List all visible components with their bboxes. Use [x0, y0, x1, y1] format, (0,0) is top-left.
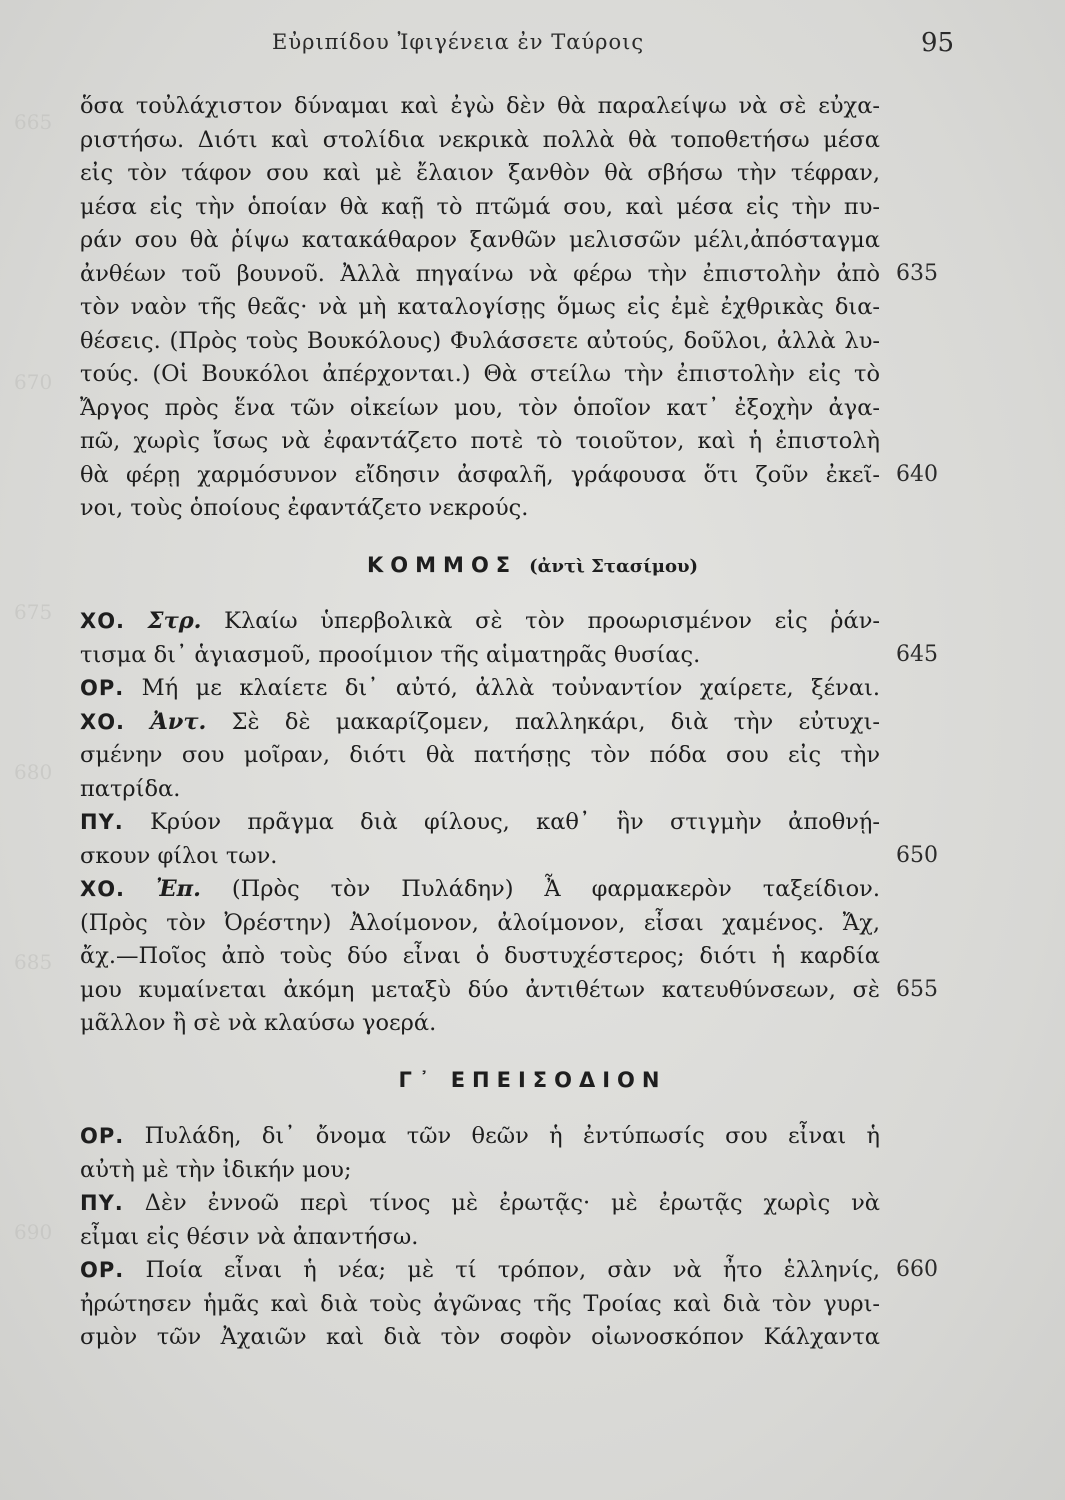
speaker-label: ΟΡ. — [80, 676, 125, 700]
verse-line-number: 660 — [896, 1257, 938, 1282]
line-text: τούς. (Οἱ Βουκόλοι ἀπέρχονται.) Θὰ στείλω τὴν ἐπιστολὴν εἰς τὸ — [80, 361, 880, 387]
line-text: σμὸν τῶν Ἀχαιῶν καὶ διὰ τὸν σοφὸν οἰωνοσκόπον Κάλχαντα — [80, 1324, 880, 1350]
line-text: ράν σου θὰ ῥίψω κατακάθαρον ξανθῶν μελισσῶν μέλι,ἀπόσταγμα — [80, 227, 880, 253]
text-line — [80, 706, 880, 738]
speaker-label: ΧΟ. — [80, 877, 126, 901]
line-text: θέσεις. (Πρὸς τοὺς Βουκόλους) Φυλάσσετε αὐτούς, δοῦλοι, ἀλλὰ λυ- — [80, 327, 880, 354]
bleed-through-number: 675 — [14, 600, 53, 624]
line-text: εἶμαι εἰς θέσιν νὰ ἀπαντήσω. — [80, 1223, 419, 1250]
section-heading-title: Γ᾽ ΕΠΕΙΣΟΔΙΟΝ — [398, 1068, 667, 1092]
line-text: Δὲν ἐννοῶ περὶ τίνος μὲ ἐρωτᾷς· μὲ ἐρωτᾷς χωρὶς νὰ — [144, 1190, 880, 1216]
text-line — [80, 425, 880, 457]
text-line — [80, 873, 880, 905]
text-line — [80, 1221, 880, 1253]
text-line — [80, 1187, 880, 1219]
verse-line-number: 655 — [896, 976, 938, 1002]
line-text: πατρίδα. — [80, 775, 181, 802]
bleed-through-number: 690 — [14, 1220, 53, 1244]
line-text: πῶ, χωρὶς ἴσως νὰ ἐφαντάζετο ποτὲ τὸ τοιοῦτον, καὶ ἡ ἐπιστολὴ — [80, 428, 880, 454]
strophe-marker: Στρ. — [147, 608, 202, 634]
text-line — [80, 1254, 880, 1286]
line-text: αὐτὴ μὲ τὴν ἰδικήν μου; — [80, 1156, 352, 1183]
line-text: Πυλάδη, δι᾽ ὄνομα τῶν θεῶν ἡ ἐντύπωσίς σου εἶναι ἡ — [144, 1123, 880, 1149]
text-line — [80, 773, 880, 805]
text-line — [80, 90, 880, 122]
line-text: θὰ φέρῃ χαρμόσυνον εἴδησιν ἀσφαλῆ, γράφουσα ὅτι ζοῦν ἐκεῖ- — [80, 461, 880, 488]
section-heading — [0, 548, 1065, 582]
line-text: ἄχ.—Ποῖος ἀπὸ τοὺς δύο εἶναι ὁ δυστυχέστερος; διότι ἡ καρδία — [80, 943, 880, 969]
speaker-label: ΧΟ. — [80, 609, 126, 633]
line-text: Σὲ δὲ μακαρίζομεν, παλληκάρι, διὰ τὴν εὐτυχι- — [231, 708, 880, 735]
line-text: ὅσα τοὐλάχιστον δύναμαι καὶ ἐγὼ δὲν θὰ παραλείψω νὰ σὲ εὐχα- — [80, 93, 880, 119]
line-text: τὸν ναὸν τῆς θεᾶς· νὰ μὴ καταλογίσῃς ὅμως εἰς ἐμὲ ἐχθρικὰς δια- — [80, 294, 880, 320]
strophe-marker: Ἀντ. — [150, 708, 207, 735]
line-text: μᾶλλον ἢ σὲ νὰ κλαύσω γοερά. — [80, 1010, 437, 1036]
line-text: μου κυμαίνεται ἀκόμη μεταξὺ δύο ἀντιθέτων κατευθύνσεων, σὲ — [80, 976, 880, 1003]
line-text: νοι, τοὺς ὁποίους ἐφαντάζετο νεκρούς. — [80, 495, 529, 521]
line-text: ἠρώτησεν ἡμᾶς καὶ διὰ τοὺς ἀγῶνας τῆς Τροίας καὶ διὰ τὸν γυρι- — [80, 1290, 880, 1317]
page-number: 95 — [921, 28, 955, 58]
text-line — [80, 459, 880, 491]
bleed-through-number: 670 — [14, 370, 53, 394]
text-line — [80, 672, 880, 704]
text-line — [80, 1120, 880, 1152]
text-line — [80, 358, 880, 390]
section-heading-subtitle: (ἀντὶ Στασίμου) — [529, 556, 698, 577]
verse-line-number: 635 — [896, 260, 938, 286]
text-line — [80, 974, 880, 1006]
verse-line-number: 640 — [896, 461, 938, 487]
strophe-marker: Ἐπ. — [155, 876, 201, 902]
line-text: Κλαίω ὑπερβολικὰ σὲ τὸν προωρισμένον εἰς ῥάν- — [224, 608, 881, 634]
line-text: (Πρὸς τὸν Πυλάδην) Ἆ φαρμακερὸν ταξείδιον. — [231, 876, 880, 902]
text-line — [80, 157, 880, 189]
speaker-label: ΟΡ. — [80, 1124, 125, 1148]
text-line — [80, 639, 880, 671]
speaker-label: ΠΥ. — [80, 810, 124, 834]
line-text: τισμα δι᾽ ἁγιασμοῦ, προοίμιον τῆς αἱματηρᾶς θυσίας. — [80, 641, 701, 668]
text-line — [80, 224, 880, 256]
text-line — [80, 191, 880, 223]
text-line — [80, 605, 880, 637]
text-line — [80, 392, 880, 424]
line-text: Κρύον πρᾶγμα διὰ φίλους, καθ᾽ ἣν στιγμὴν ἀποθνῄ- — [150, 809, 880, 835]
speaker-label: ΟΡ. — [80, 1258, 125, 1282]
text-line — [80, 1288, 880, 1320]
line-text: Ποία εἶναι ἡ νέα; μὲ τί τρόπον, σὰν νὰ ἦτο ἑλληνίς, — [145, 1257, 880, 1283]
bleed-through-number: 665 — [14, 110, 53, 134]
running-title: Εὐριπίδου Ἰφιγένεια ἐν Ταύροις — [272, 30, 645, 54]
text-line — [80, 840, 880, 872]
section-heading-title: ΚΟΜΜΟΣ — [367, 553, 518, 577]
bleed-through-number: 685 — [14, 950, 53, 974]
bleed-through-number: 680 — [14, 760, 53, 784]
text-line — [80, 1154, 880, 1186]
text-line — [80, 907, 880, 939]
text-line — [80, 291, 880, 323]
text-line — [80, 1321, 880, 1353]
line-text: σμένην σου μοῖραν, διότι θὰ πατήσῃς τὸν πόδα σου εἰς τὴν — [80, 742, 880, 768]
line-text: εἰς τὸν τάφον σου καὶ μὲ ἔλαιον ξανθὸν θὰ σβήσω τὴν τέφραν, — [80, 160, 880, 186]
line-text: μέσα εἰς τὴν ὁποίαν θὰ καῇ τὸ πτῶμά σου, καὶ μέσα εἰς τὴν πυ- — [80, 193, 880, 220]
text-line — [80, 806, 880, 838]
verse-line-number: 650 — [896, 842, 938, 868]
page-header — [0, 30, 1065, 60]
line-text: Μή με κλαίετε δι᾽ αὐτό, ἀλλὰ τοὐναντίον χαίρετε, ξέναι. — [141, 675, 880, 701]
speaker-label: ΧΟ. — [80, 709, 126, 734]
text-line — [80, 940, 880, 972]
text-line — [80, 124, 880, 156]
text-line — [80, 258, 880, 290]
verse-line-number: 645 — [896, 641, 938, 667]
line-text: (Πρὸς τὸν Ὀρέστην) Ἀλοίμονον, ἀλοίμονον, εἶσαι χαμένος. Ἄχ, — [80, 909, 880, 936]
speaker-label: ΠΥ. — [80, 1191, 124, 1215]
text-line — [80, 739, 880, 771]
line-text: Ἄργος πρὸς ἕνα τῶν οἰκείων μου, τὸν ὁποῖον κατ᾽ ἐξοχὴν ἀγα- — [80, 394, 880, 421]
text-line — [80, 1007, 880, 1039]
text-line — [80, 325, 880, 357]
text-line — [80, 492, 880, 524]
line-text: ἀνθέων τοῦ βουνοῦ. Ἀλλὰ πηγαίνω νὰ φέρω τὴν ἐπιστολὴν ἀπὸ — [80, 260, 880, 287]
section-heading — [0, 1063, 1065, 1097]
line-text: ριστήσω. Διότι καὶ στολίδια νεκρικὰ πολλὰ θὰ τοποθετήσω μέσα — [80, 126, 880, 153]
line-text: σκουν φίλοι των. — [80, 842, 278, 869]
